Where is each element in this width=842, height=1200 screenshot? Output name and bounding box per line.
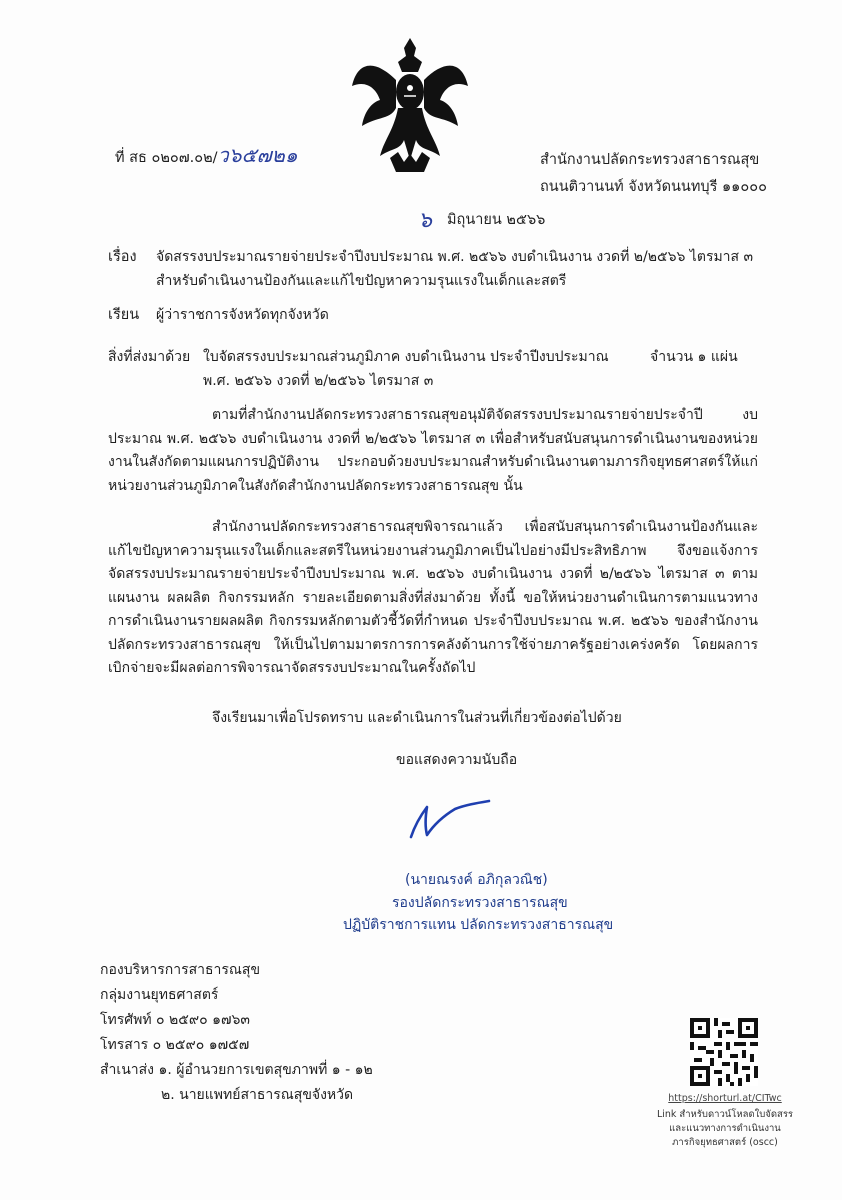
body-paragraph-3: จึงเรียนมาเพื่อโปรดทราบ และดำเนินการในส่วนที่เกี่ยวข้องต่อไปด้วย [212, 710, 622, 726]
qr-url-link[interactable]: https://shorturl.at/CITwc [668, 1093, 782, 1104]
footer-cc-line1: สำเนาส่ง ๑. ผู้อำนวยการเขตสุขภาพที่ ๑ - ๑๒ [100, 1062, 373, 1078]
recipient-label: เรียน [108, 307, 140, 323]
footer-phone: โทรศัพท์ ๐ ๒๕๙๐ ๑๗๖๓ [100, 1012, 251, 1028]
qr-caption-3: ภารกิจยุทธศาสตร์ (oscc) [672, 1137, 778, 1148]
qr-caption-2: และแนวทางการดำเนินงาน [669, 1123, 781, 1134]
subject-label: เรื่อง [108, 249, 137, 265]
enclosure-line1: ใบจัดสรรงบประมาณส่วนภูมิภาค งบดำเนินงาน ประจำปีงบประมาณ [203, 349, 609, 365]
qr-code[interactable] [690, 1018, 758, 1086]
closing-text: ขอแสดงความนับถือ [396, 752, 518, 768]
office-name: สำนักงานปลัดกระทรวงสาธารณสุข [540, 152, 760, 168]
footer-division: กองบริหารการสาธารณสุข [100, 962, 261, 978]
footer-group: กลุ่มงานยุทธศาสตร์ [100, 987, 219, 1003]
signature-mark-icon [405, 795, 495, 845]
signatory-title-1: รองปลัดกระทรวงสาธารณสุข [392, 895, 568, 911]
signatory-name: (นายณรงค์ อภิกุลวณิช) [405, 872, 548, 888]
enclosure-line2: พ.ศ. ๒๕๖๖ งวดที่ ๒/๒๕๖๖ ไตรมาส ๓ [203, 373, 434, 389]
qr-caption-1: Link สำหรับดาวน์โหลดใบจัดสรร [656, 1109, 794, 1120]
qr-code-icon [690, 1018, 758, 1086]
reference-handwritten: ว๖๕๗๒๑ [217, 143, 298, 167]
reference-label: ที่ สธ ๐๒๐๗.๐๒/ [115, 150, 218, 166]
signatory-title-2: ปฏิบัติราชการแทน ปลัดกระทรวงสาธารณสุข [343, 917, 614, 933]
office-address: ถนนติวานนท์ จังหวัดนนทบุรี ๑๑๐๐๐ [540, 179, 767, 195]
subject-line2: สำหรับดำเนินงานป้องกันและแก้ไขปัญหาความรุนแรงในเด็กและสตรี [156, 273, 567, 289]
footer-fax: โทรสาร ๐ ๒๕๙๐ ๑๗๕๗ [100, 1037, 250, 1053]
garuda-emblem-icon [346, 30, 474, 180]
enclosure-quantity: จำนวน ๑ แผ่น [650, 349, 738, 365]
recipient-text: ผู้ว่าราชการจังหวัดทุกจังหวัด [156, 307, 329, 323]
footer-cc-line2: ๒. นายแพทย์สาธารณสุขจังหวัด [161, 1087, 354, 1103]
enclosure-label: สิ่งที่ส่งมาด้วย [108, 349, 191, 365]
subject-line1: จัดสรรงบประมาณรายจ่ายประจำปีงบประมาณ พ.ศ. ๒๕๖๖ งบดำเนินงาน งวดที่ ๒/๒๕๖๖ ไตรมาส ๓ [156, 249, 754, 265]
body-paragraph-1: ตามที่สำนักงานปลัดกระทรวงสาธารณสุขอนุมัติจัดสรรงบประมาณรายจ่ายประจำปี งบประมาณ พ.ศ. ๒๕๖๖ งบดำเนินงาน งวดที่ ๒/๒๕๖๖ ไตรมาส ๓ เพื่อสำหรับสนับสนุนการดำเนินงานของหน่วยงานในสังกัดตามแผนการปฏิบัติงาน ประกอบด้วยงบประมาณสำหรับดำเนินงานตามภารกิจยุทธศาสตร์ให้แก่หน่วยงานส่วนภูมิภาคในสังกัดสำนักงานปลัดกระทรวงสาธารณสุข นั้น [108, 407, 758, 494]
date-month-year: มิถุนายน ๒๕๖๖ [447, 212, 546, 228]
date-day-handwritten: ๖ [418, 208, 432, 233]
reference-number [115, 145, 298, 168]
body-paragraph-2: สำนักงานปลัดกระทรวงสาธารณสุขพิจารณาแล้ว เพื่อสนับสนุนการดำเนินงานป้องกันและแก้ไขปัญหาความรุนแรงในเด็กและสตรีในหน่วยงานส่วนภูมิภาคเป็นไปอย่างมีประสิทธิภาพ จึงขอแจ้งการจัดสรรงบประมาณรายจ่ายประจำปีงบประมาณ พ.ศ. ๒๕๖๖ งบดำเนินงาน งวดที่ ๒/๒๕๖๖ ไตรมาส ๓ ตามแผนงาน ผลผลิต กิจกรรมหลัก รายละเอียดตามสิ่งที่ส่งมาด้วย ทั้งนี้ ขอให้หน่วยงานดำเนินการตามแนวทางการดำเนินงานรายผลผลิต กิจกรรมหลักตามตัวชี้วัดที่กำหนด ประจำปีงบประมาณ พ.ศ. ๒๕๖๖ ของสำนักงานปลัดกระทรวงสาธารณสุข ให้เป็นไปตามมาตรการการคลังด้านการใช้จ่ายภาครัฐอย่างเคร่งครัด โดยผลการเบิกจ่ายจะมีผลต่อการพิจารณาจัดสรรงบประมาณในครั้งถัดไป [108, 519, 758, 676]
